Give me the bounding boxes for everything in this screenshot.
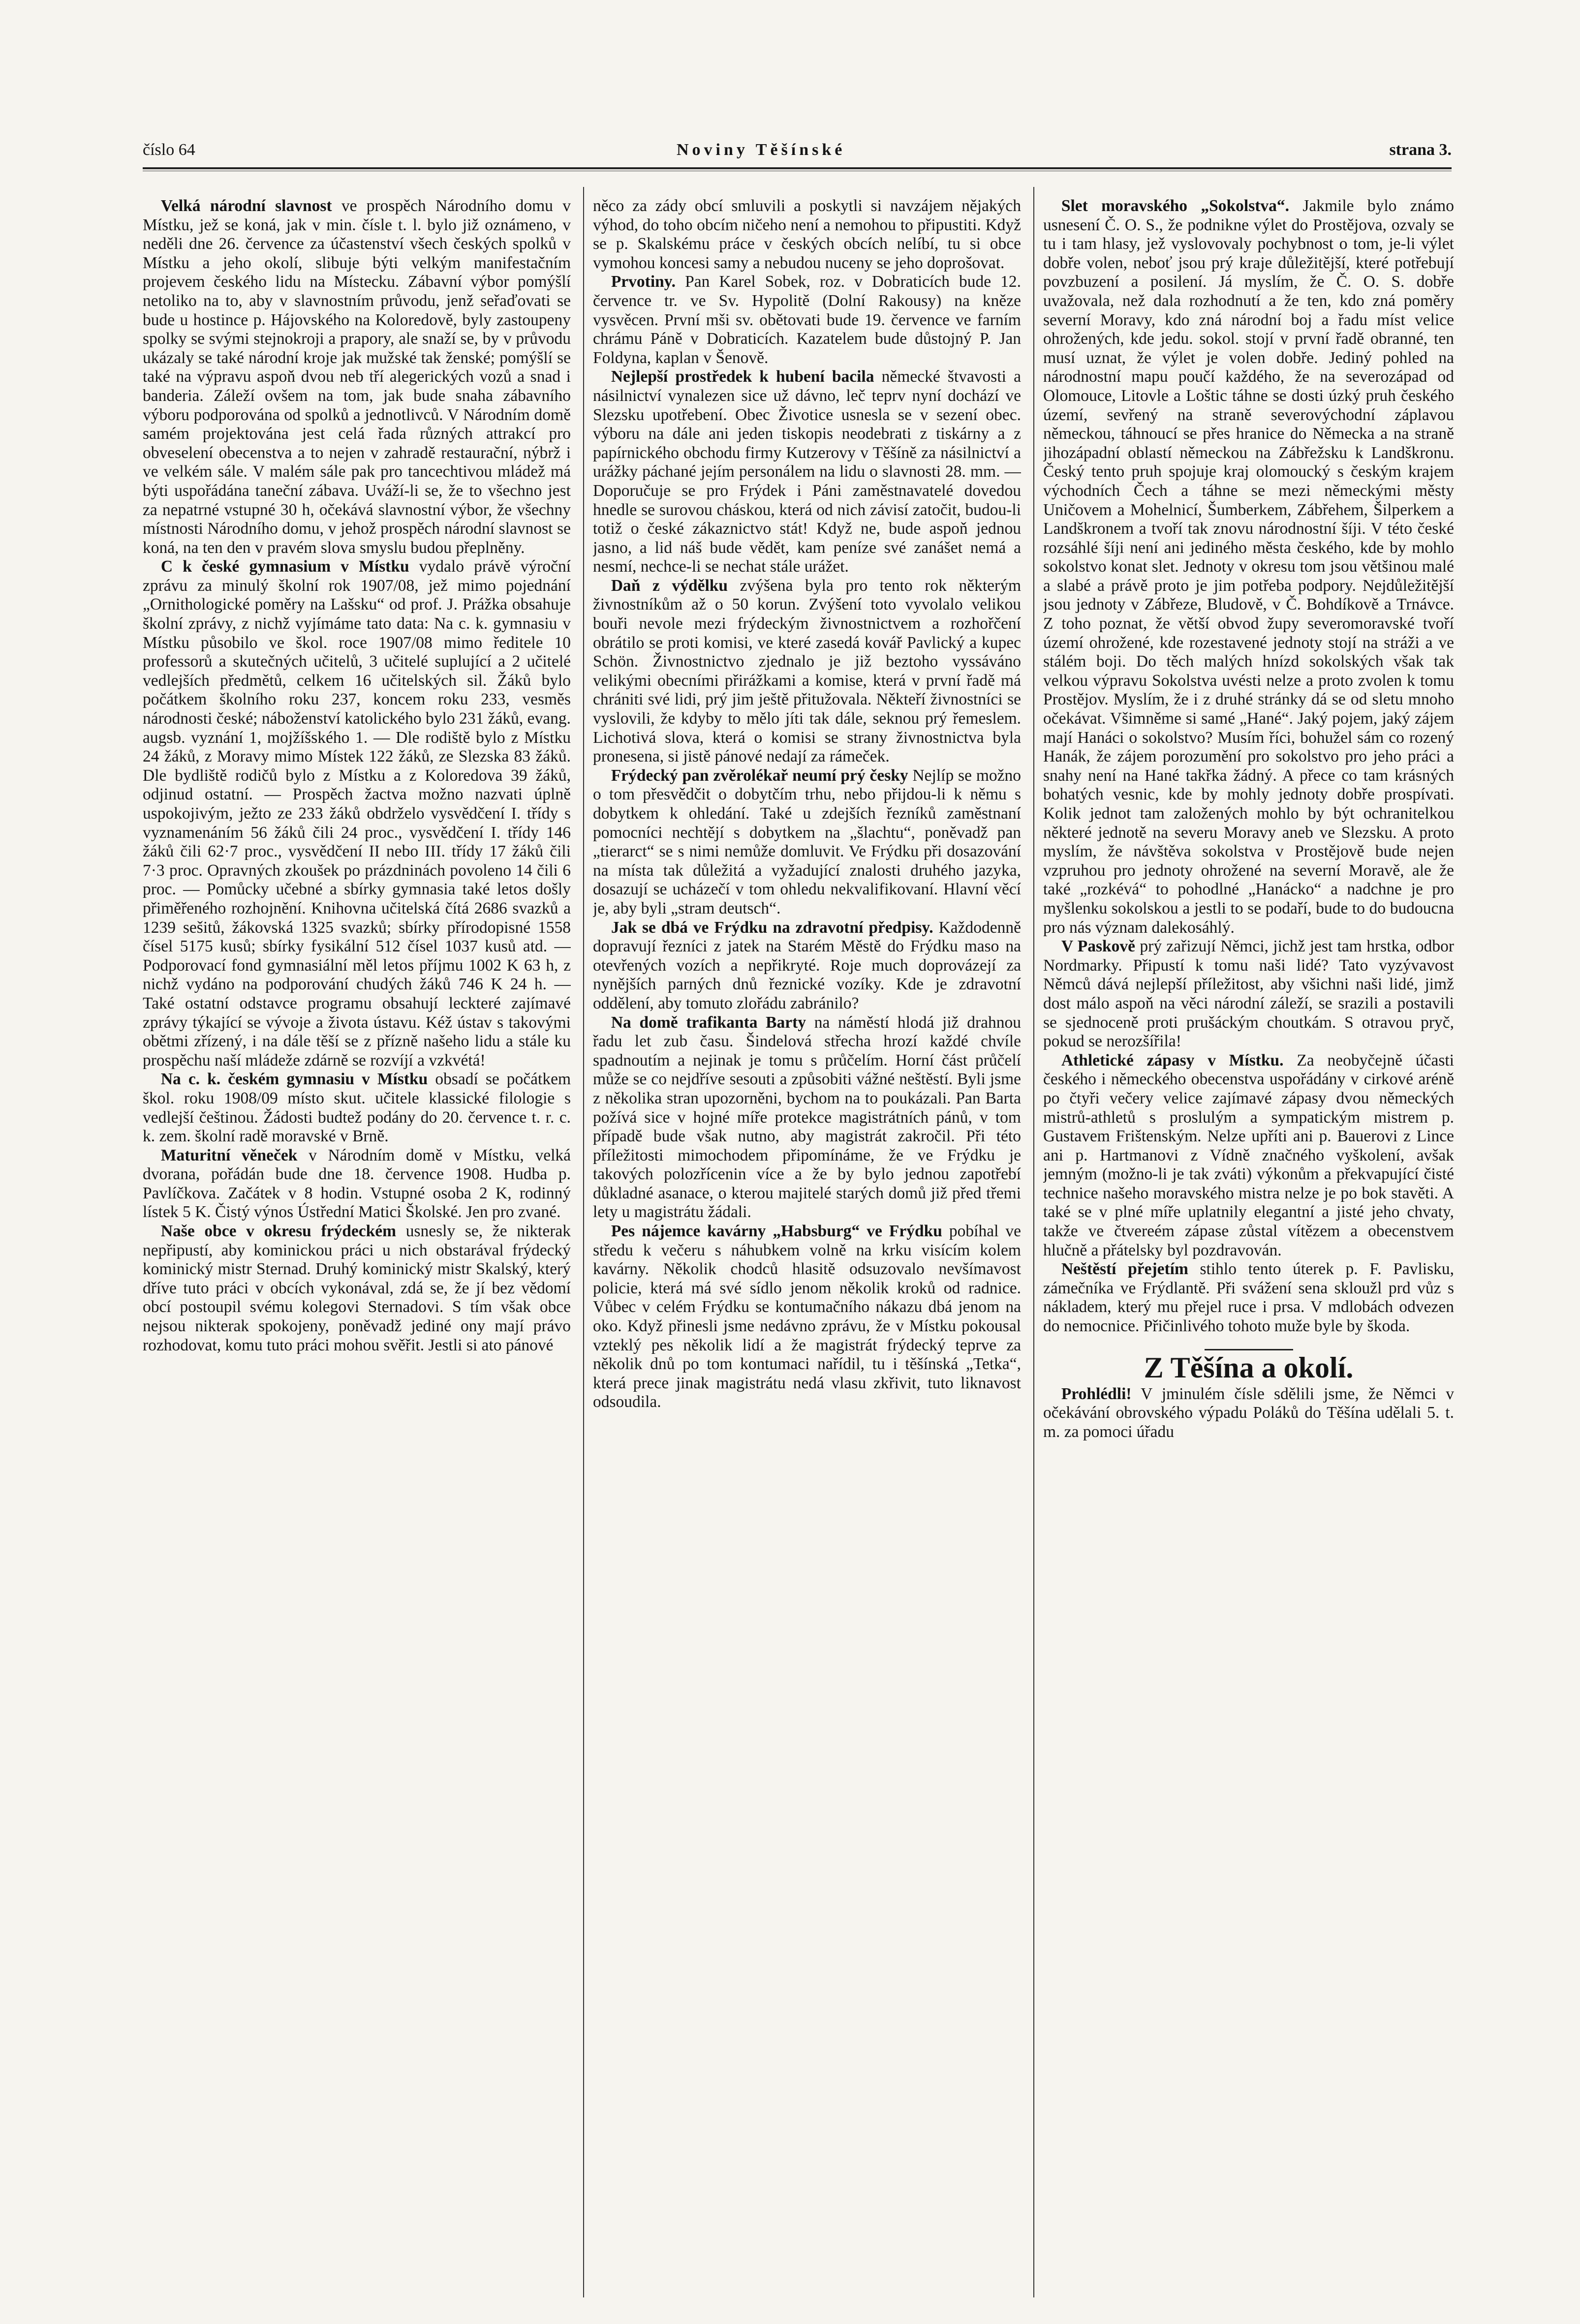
article-body: pobíhal ve středu k večeru s náhubkem volně na krku visícím kolem kavárny. Několik chodců hlasitě odsuzovalo nevšímavost policie, která má své sídlo jenom několik kroků od radnice. Vůbec v celém Frýdku se kontumačního nákazu dbá jenom na oko. Když přinesli jsme nedávno zprávu, že v Místku pokousal vzteklý pes několik lidí a že magistrát frýdecký teprve za několik dnů po tom kontumaci nařídil, tu i těšínská „Tetka“, která prece jinak magistrátu nedá vlasu zkřivit, tuto liknavost odsoudila. — [593, 1222, 1021, 1411]
article-body: usnesly se, že nikterak nepřipustí, aby kominickou práci u nich obstarával frýdecký kominický mistr Sternad. Druhý kominický mistr Skalský, který dříve tuto práci v obcích vykonával, zdá se, že jí bez vědomí obcí postoupil svému kolegovi Sternadovi. S tím však obce nejsou nikterak spokojeny, poněvadž jediné ony mají právo rozhodovat, komu tuto práci mohou svěřit. Jestli si ato pánové — [143, 1222, 571, 1354]
article — [593, 273, 1021, 367]
article-headline: Neštěstí přejetím — [1061, 1260, 1188, 1279]
article — [143, 197, 571, 557]
article-body: Každodenně dopravují řezníci z jatek na Starém Městě do Frýdku maso na otevřených vozích a nepřikryté. Roje much doprovázejí za nynějších parných dnů řeznické vozíky. Kde je zdravotní oddělení, aby tomuto zlořádu zabránilo? — [593, 918, 1021, 1012]
article-body: obsadí se počátkem škol. roku 1908/09 místo skut. učitele klassické filologie s vedlejší češtinou. Žádosti budtež podány do 20. července t. r. c. k. zem. školní radě moravské v Brně. — [143, 1070, 571, 1146]
article-body: Nejlíp se možno o tom přesvědčit o dobytčím trhu, nebo přijdou-li k němu s dobytkem k ohledání. Také u zdejších řezníků zaměstnaní pomocníci nechtějí s dobytkem na „šlachtu“, poněvadž pan „tierarct“ se s nimi nemůže domluvit. Ve Frýdku při dosazování na místa tak důležitá a vyžadující znalosti druhého jazyka, dosazují se ucházečí v tom ohledu nekvalifikovaní. Hlavní věcí je, aby byli „stram deutsch“. — [593, 766, 1021, 917]
article-body: Za neobyčejně účasti českého i německého obecenstva uspořádány v cirkové aréně po čtyři večery velice zajímavé zápasy dvou německých mistrů-athletů s proslulým a sympatickým mistrem p. Gustavem Frištenským. Nelze upříti ani p. Bauerovi z Lince ani p. Hartmanovi z Vídně značného vyškolení, avšak jemným (možno-li je tak zváti) výkonům a překvapující čisté technice našeho moravského mistra nelze je po bok stavěti. A také se v plné míře uplatnily elegantní a jisté jeho chvaty, takže ve čtvereém zápase zůstal vítězem a obecenstvem hlučně a přátelsky byl pozdravován. — [1043, 1051, 1454, 1259]
article — [143, 1070, 571, 1146]
article-body: prý zařizují Němci, jichž jest tam hrstka, odbor Nordmarky. Připustí k tomu naši lidé? Tato vyzývavost Němců dává nejlepší příležitost, aby všichni naši lidé, jimž dost málo aspoň na věci národní záleží, se srazili a postavili se sjednoceně proti prušáckým choutkám. S otravou pryč, pokud se nerozšířila! — [1043, 937, 1454, 1051]
article-headline: Nejlepší prostředek k hubení bacila — [611, 367, 874, 386]
column-1 — [143, 197, 571, 2297]
newspaper-title: Noviny Těšínské — [677, 141, 846, 159]
article — [593, 918, 1021, 1013]
article — [1043, 1385, 1454, 1442]
article-headline: Prohlédli! — [1061, 1384, 1132, 1403]
article — [143, 1222, 571, 1355]
article-headline: Prvotiny. — [611, 273, 676, 291]
article-body: ve prospěch Národního domu v Místku, jež se koná, jak v min. čísle t. l. bylo již oznámeno, v neděli dne 26. července za účastenství všech českých spolků v Místku a jeho okolí, slibuje býti velkým manifestačním projevem českého lidu na Místecku. Zábavní výbor pomýšlí netoliko na to, aby v slavnostním průvodu, jenž seřaďovati se bude u hostince p. Hájovského na Koloredově, byly zastoupeny spolky se svými stejnokroji a prapory, ale snaží se, by v průvodu ukázaly se také národní kroje jak mužské tak ženské; pomýšlí se také na výpravu aspoň dvou neb tří alegerických vozů a snad i banderia. Záleží ovšem na tom, jak bude snaha zábavního výboru podporována od spolků a jednotlivců. V Národním domě samém projektována jest celá řada různých attrakcí pro obveselení obecenstva a to nejen v zahradě restaurační, nýbrž i ve velkém sále. V malém sále pak pro tancechtivou mládež má býti uspořádána taneční zábava. Uváží-li se, že to všechno jest za nepatrné vstupné 30 h, očekává slavnostní výbor, že všechny místnosti Národního domu, v jehož prospěch národní slavnost se koná, na ten den v pravém slova smyslu budou přeplněny. — [143, 197, 571, 557]
article-headline: Na c. k. českém gymnasiu v Místku — [160, 1070, 428, 1089]
article — [1043, 937, 1454, 1051]
article-body: zvýšena byla pro tento rok některým živnostníkům až o 50 korun. Zvýšení toto vyvolalo velikou bouři nevole mezi frýdeckým živnostnictvem a rozhořčení obrátilo se proti komisi, ve které zasedá kovář Pavlický a kupec Schön. Živnostnictvo zjednalo je již beztoho vyssáváno velikými obecními přirážkami a komise, která v první řadě má chrániti své lidi, prý jim ještě přitužovala. Někteří živnostníci se vyslovili, že kdyby to mělo jíti tak dále, seknou prý řemeslem. Lichotivá slova, která o komisi se strany živnostnictva byla pronesena, si jistě pánové nedají za rámeček. — [593, 576, 1021, 766]
page-number: strana 3. — [1389, 141, 1452, 159]
article — [143, 1146, 571, 1222]
article — [593, 766, 1021, 918]
article-headline: V Paskově — [1061, 937, 1136, 956]
article-body: Jakmile bylo známo usnesení Č. O. S., že podnikne výlet do Prostějova, ozvaly se tu i tam hlasy, jež vyslovovaly pochybnost o tom, je-li výlet dobře volen, neboť jsou prý kraje důležitější, které potřebují povzbuzení a posilení. Já myslím, že Č. O. S. dobře uvažovala, než dala rozhodnutí a že ten, kdo zná poměry severní Moravy, kdo zná národní boj a řadu míst velice ohrožených, kde jedu. sokol. stojí v první řadě obranné, ten musí uznat, že výlet je volen dobře. Jediný pohled na národnostní mapu poučí každého, že na severozápad od Olomouce, Litovle a Loštic táhne se dosti úzký pruh českého území, sevřený na straně severovýchodní záplavou německou, táhnoucí se přes hranice do Německa a na straně jihozápadní oblastí německou na Zábřežsku k Landškronu. Český tento pruh spojuje kraj olomoucký s českým krajem východních Čech a táhne se mezi německými městy Uničovem a Mohelnicí, Šumberkem, Zábřehem, Šilperkem a Landškronem a tvoří tak znovu národnostní šíji. V této české rozsáhlé šíji není ani jediného města českého, kde by mohlo sokolstvo konat slet. Jednoty v okresu tom jsou většinou malé a slabé a právě proto je jim potřeba podpory. Nejdůležitější jsou jednoty v Zábřeze, Bludově, v Č. Bohdíkově a Trnávce. Z toho poznat, že větší obvod župy severomoravské tvoří území ohrožené, kde rozestavené jednoty stojí na stráži a ve stálém boji. Do těch malých hnízd sokolských však tak velkou výpravu Sokolstva uvésti nelze a proto zvolen k tomu Prostějov. Myslím, že i z druhé stránky dá se od sletu mnoho očekávat. Všimněme si samé „Hané“. Jaký pojem, jaký zájem mají Hanáci o sokolstvo? Musím říci, bohužel sám co rozený Hanák, že zájem porozumění pro sokolstvo pro jeho práci a snahy není na Hané takřka žádný. A přece co tam krásných bohatých vesnic, kde by mohly jednoty dobře prospívati. Kolik jednot tam založených mohlo by být ochranitelkou některé jednotě na severu Moravy aneb ve Slezsku. A proto myslím, že návštěva sokolstva v Prostějově bude nejen vzpruhou pro jednoty ohrožené na severní Moravě, ale že také „rozkévá“ to pohodlné „Hanácko“ a nadchne je pro myšlenku sokolskou a jestli to se podaří, bude to do budoucna pro nás význam dalekosáhlý. — [1043, 197, 1454, 937]
article — [593, 1222, 1021, 1412]
article-headline: Velká národní slavnost — [160, 197, 332, 215]
header-rule — [143, 167, 1452, 169]
page-header — [143, 141, 1452, 164]
article-headline: Athletické zápasy v Místku. — [1061, 1051, 1284, 1070]
article-headline: Frýdecký pan zvěrolékař neumí prý česky — [611, 766, 908, 785]
article-body: v Národním domě v Místku, velká dvorana, pořádán bude dne 18. července 1908. Hudba p. Pavlíčkova. Začátek v 8 hodin. Vstupné osoba 2 K, rodinný lístek 5 K. Čistý výnos Ústřední Matici Školské. Jen pro zvané. — [143, 1146, 571, 1222]
column-divider-1 — [583, 187, 584, 2297]
article-headline: Maturitní věneček — [160, 1146, 298, 1164]
article — [593, 367, 1021, 577]
issue-number: číslo 64 — [143, 141, 195, 159]
section-heading: Z Těšína a okolí. — [1144, 1351, 1354, 1384]
article — [593, 197, 1021, 273]
article-body: vydalo právě výroční zprávu za minulý školní rok 1907/08, jež mimo pojednání „Ornithologické poměry na Lašsku“ od prof. J. Prážka obsahuje školní zprávy, z nichž vyjímáme tato data: Na c. k. gymnasiu v Místku působilo ve škol. roce 1907/08 mimo ředitele 10 professorů a skutečných učitelů, 3 učitelé suplující a 2 učitelé vedlejších předmětů, celkem 16 učitelských sil. Žáků bylo počátkem školního roku 237, koncem roku 233, vesměs národnosti české; náboženství katolického bylo 231 žáků, evang. augsb. vyznání 1, mojžíšského 1. — Dle rodiště bylo z Místku 24 žáků, z Moravy mimo Místek 122 žáků, ze Slezska 83 žáků. Dle bydliště rodičů bylo z Místku a z Koloredova 39 žáků, odjinud ostatní. — Prospěch žactva možno nazvati úplně uspokojivým, ježto ze 233 žáků obdrželo vysvědčení I. třídy s vyznamenáním 56 žáků čili 24 proc., vysvědčení I. třídy 146 žáků čili 62·7 proc., vysvědčení II nebo III. třídy 17 žáků čili 7·3 proc. Opravných zkoušek po prázdninách povoleno 14 čili 6 proc. — Pomůcky učebné a sbírky gymnasia také letos došly přiměřeného rozhojnění. Knihovna učitelská čítá 2686 svazků a 1239 sešitů, žákovská 1325 svazků; sbírky přírodopisné 1558 čísel 5175 kusů; sbírky fysikální 512 čísel 1037 kusů atd. — Podporovací fond gymnasiální měl letos příjmu 1002 K 63 h, z nichž vydáno na podporování chudých žáků 746 K 24 h. — Také ostatní odstavce programu obsahují leckteré zajímavé zprávy týkající se vývoje a života ústavu. Kéž ústav s takovými obětmi zřízený, i na dále těší se z přízně našeho lidu a stále ku prospěchu naší mládeže zdárně se rozvíjí a vzkvétá! — [143, 557, 571, 1070]
article — [1043, 1051, 1454, 1260]
article-headline: Jak se dbá ve Frýdku na zdravotní předpisy. — [611, 918, 933, 937]
article — [593, 1013, 1021, 1223]
article-body: německé štvavosti a násilnictví vynalezen sice už dávno, leč teprv nyní dochází ve Slezsku upotřebení. Obec Životice usnesla se v sezení obec. výboru na dále ani jeden tiskopis neodebrati z tiskárny a z papírnického obchodu firmy Kutzerovy v Těšíně za násilnictví a urážky páchané jejím personálem na lidu o slavnosti 28. mm. — Doporučuje se pro Frýdek i Páni zaměstnavatelé dovedou hnedle se surovou cháskou, která od nich závisí zatočit, budou-li totiž o české zákaznictvo stát! Když ne, bude aspoň jednou jasno, a lid náš bude vědět, kam peníze své zanášet nemá a nesmí, nechce-li se nechat stále urážet. — [593, 367, 1021, 576]
article — [593, 577, 1021, 766]
article-headline: Na domě trafikanta Barty — [611, 1013, 806, 1032]
column-3 — [1043, 197, 1454, 2297]
article-body: Pan Karel Sobek, roz. v Dobraticích bude 12. července tr. ve Sv. Hypolitě (Dolní Rakousy) na kněze vysvěcen. První mši sv. obětovati bude 19. července ve farním chrámu Páně v Dobraticích. Kazatelem bude důstojný P. Jan Foldyna, kaplan v Šenově. — [593, 273, 1021, 367]
article-body: V jminulém čísle sdělili jsme, že Němci v očekávání obrovského výpadu Poláků do Těšína udělali 5. t. m. za pomoci úřadu — [1043, 1384, 1454, 1441]
article — [143, 557, 571, 1070]
article-headline: Naše obce v okresu frýdeckém — [160, 1222, 397, 1241]
column-2 — [593, 197, 1021, 2297]
article — [1043, 1260, 1454, 1336]
article-body: něco za zády obcí smluvili a poskytli si navzájem nějakých výhod, do toho obcím ničeho není a nemohou to připustiti. Když se p. Skalskému práce v českých obcích nelíbí, tu si obce vymohou koncesi samy a nebudou nuceny se jeho doprošovat. — [593, 197, 1021, 272]
article — [1043, 197, 1454, 937]
article-body: stihlo tento úterek p. F. Pavlisku, zámečníka ve Frýdlantě. Při svážení sena skloužl prd vůz s nákladem, který mu přejel ruce i prsa. V mdlobách odvezen do nemocnice. Přičinlivého tohoto muže byle by škoda. — [1043, 1260, 1454, 1336]
article-headline: Daň z výdělku — [611, 576, 728, 595]
article-body: na náměstí hlodá již drahnou řadu let zub času. Šindelová střecha hrozí každé chvíle spadnoutím a nejinak je tomu s průčelím. Horní část průčelí může se co nejdříve sesouti a způsobiti vážné neštěstí. Byli jsme z několika stran upozorněni, bychom na to poukázali. Pan Barta požívá sice v hojné míře protekce magistrátních pánů, v tom případě bude však nutno, aby magistrát zakročil. Při této příležitosti mimochodem připomínáme, že ve Frýdku je takových polozřícenin více a že by bylo jednou zapotřebí důkladné asanace, o kterou majitelé starých domů již před třemi lety u magistrátu žádali. — [593, 1013, 1021, 1222]
article-headline: C k české gymnasium v Místku — [160, 557, 409, 576]
article-headline: Slet moravského „Sokolstva“. — [1061, 197, 1290, 215]
article-headline: Pes nájemce kavárny „Habsburg“ ve Frýdku — [611, 1222, 942, 1241]
column-divider-2 — [1033, 187, 1034, 2297]
